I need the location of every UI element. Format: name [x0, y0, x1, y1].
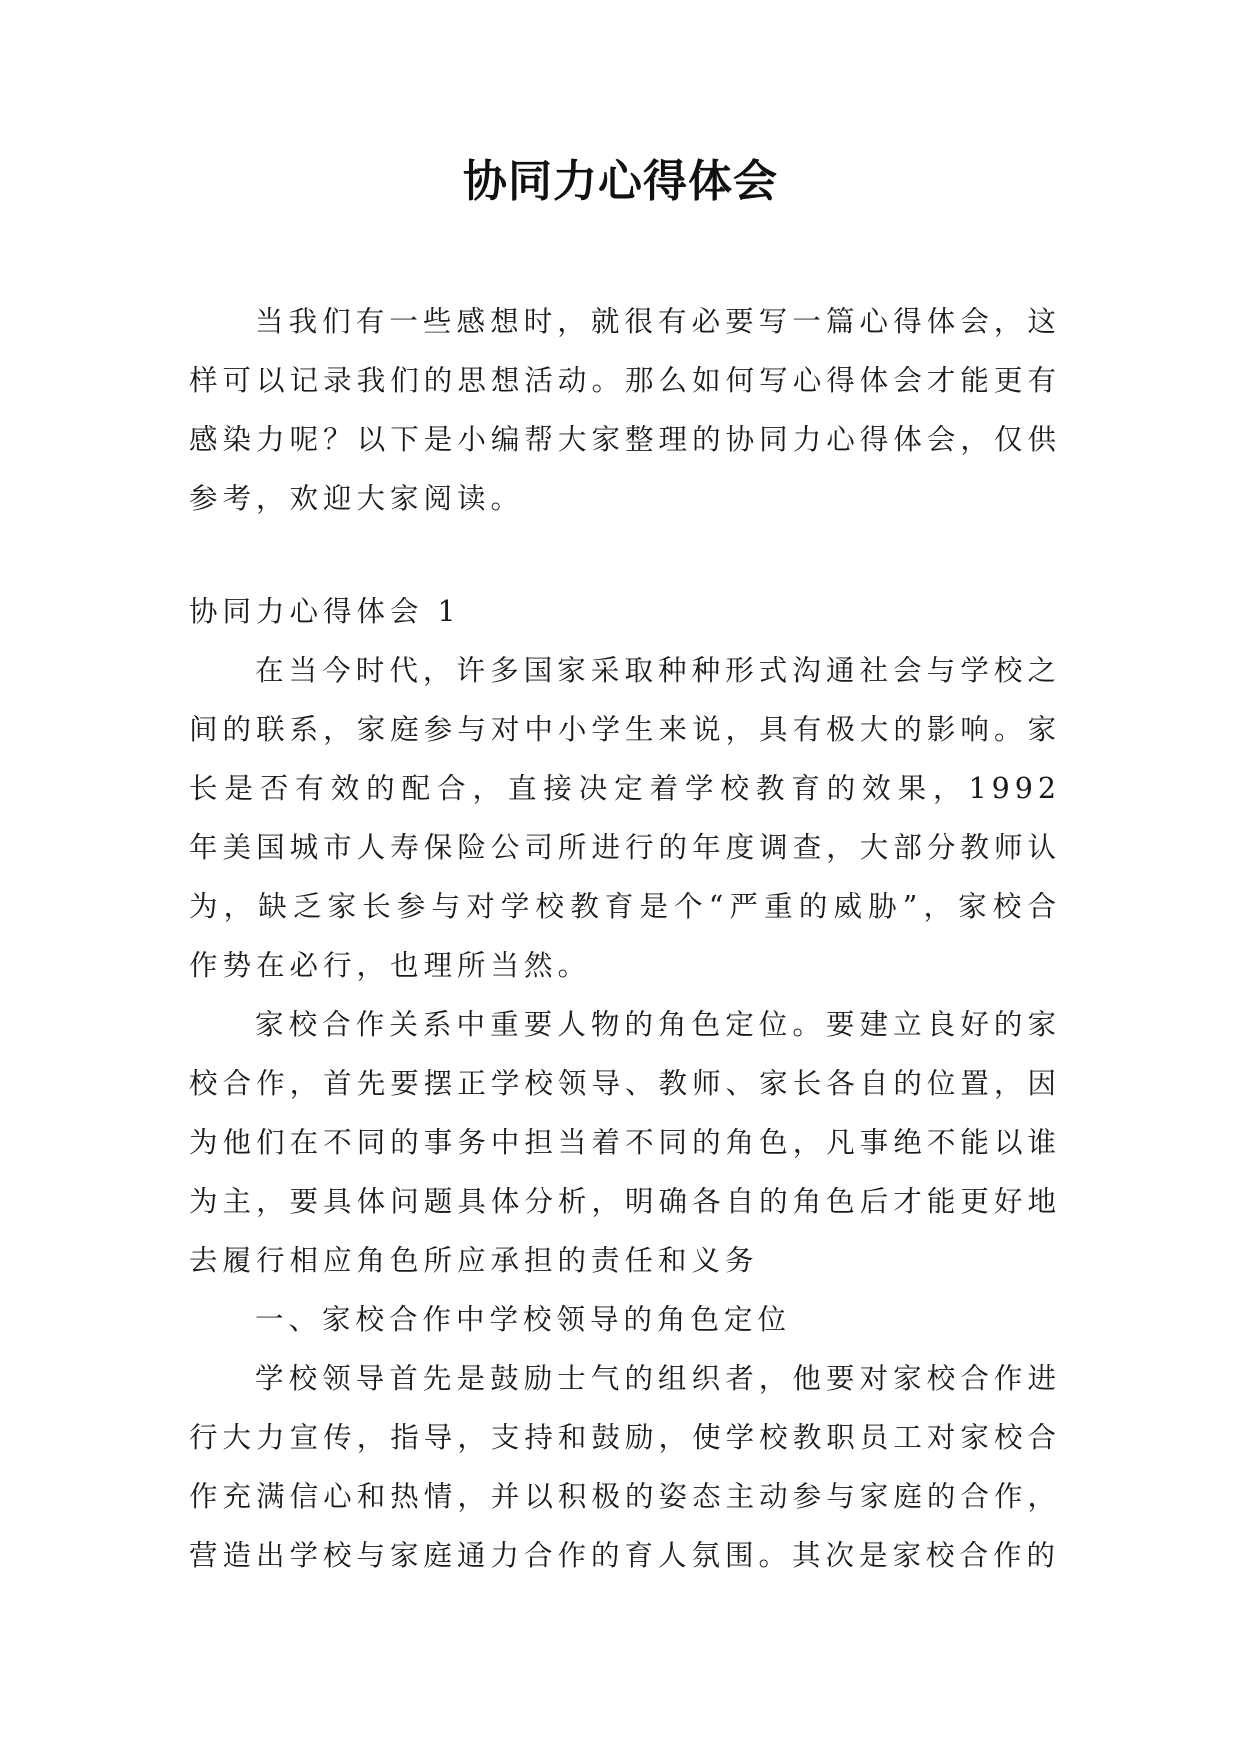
- intro-block: [189, 292, 1061, 528]
- intro-paragraph: 当我们有一些感想时，就很有必要写一篇心得体会，这样可以记录我们的思想活动。那么如何写心得体会才能更有感染力呢？以下是小编帮大家整理的协同力心得体会，仅供参考，欢迎大家阅读。: [189, 305, 1061, 515]
- body-paragraph: 学校领导首先是鼓励士气的组织者，他要对家校合作进行大力宣传，指导，支持和鼓励，使学校教职员工对家校合作充满信心和热情，并以积极的姿态主动参与家庭的合作，营造出学校与家庭通力合作的育人氛围。其次是家校合作的: [189, 1362, 1061, 1572]
- body-paragraph: 在当今时代，许多国家采取种种形式沟通社会与学校之间的联系，家庭参与对中小学生来说，具有极大的影响。家长是否有效的配合，直接决定着学校教育的效果，1992 年美国城市人寿保险公司所进行的年度调查，大部分教师认为，缺乏家长参与对学校教育是个“严重的威胁”，家校合作势在必行，也理所当然。: [189, 654, 1061, 982]
- subheading-paragraph: 一、家校合作中学校领导的角色定位: [255, 1303, 792, 1336]
- document-title: 协同力心得体会: [463, 156, 778, 207]
- section-heading: 协同力心得体会 1: [189, 595, 461, 628]
- article-body: [189, 582, 1061, 1585]
- body-paragraph: 家校合作关系中重要人物的角色定位。要建立良好的家校合作，首先要摆正学校领导、教师、家长各自的位置，因为他们在不同的事务中担当着不同的角色，凡事绝不能以谁为主，要具体问题具体分析，明确各自的角色后才能更好地去履行相应角色所应承担的责任和义务: [189, 1008, 1061, 1277]
